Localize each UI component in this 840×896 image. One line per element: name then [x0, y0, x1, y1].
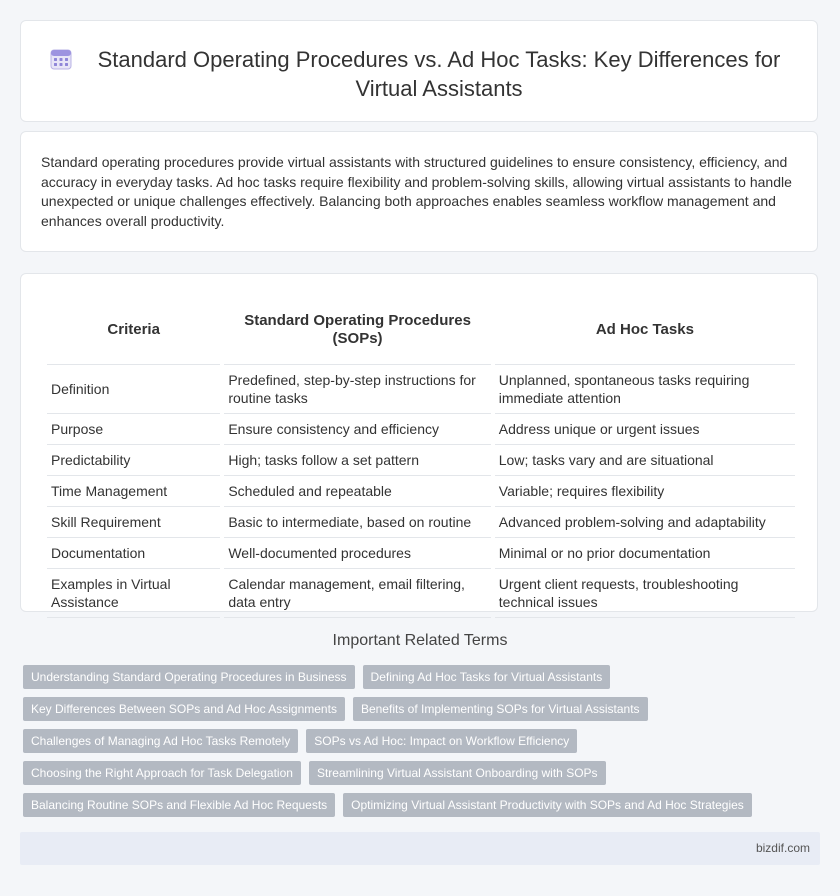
related-term-link[interactable]: Defining Ad Hoc Tasks for Virtual Assistants: [363, 665, 611, 689]
comparison-table: [43, 296, 799, 618]
table-row: [47, 569, 795, 618]
related-term-link[interactable]: SOPs vs Ad Hoc: Impact on Workflow Efficiency: [306, 729, 577, 753]
cell-criteria: Documentation: [47, 538, 220, 569]
footer: [20, 832, 820, 865]
cell-adhoc: Minimal or no prior documentation: [495, 538, 795, 569]
cell-adhoc: Advanced problem-solving and adaptability: [495, 507, 795, 538]
cell-sops: Well-documented procedures: [224, 538, 490, 569]
related-term-link[interactable]: Streamlining Virtual Assistant Onboarding with SOPs: [309, 761, 606, 785]
cell-adhoc: Urgent client requests, troubleshooting technical issues: [495, 569, 795, 618]
cell-criteria: Time Management: [47, 476, 220, 507]
header-adhoc: Ad Hoc Tasks: [495, 296, 795, 365]
cell-criteria: Definition: [47, 365, 220, 414]
related-term-link[interactable]: Challenges of Managing Ad Hoc Tasks Remotely: [23, 729, 298, 753]
related-term-link[interactable]: Benefits of Implementing SOPs for Virtual Assistants: [353, 697, 648, 721]
table-row: [47, 476, 795, 507]
cell-sops: Calendar management, email filtering, data entry: [224, 569, 490, 618]
cell-criteria: Predictability: [47, 445, 220, 476]
table-row: [47, 414, 795, 445]
cell-sops: Basic to intermediate, based on routine: [224, 507, 490, 538]
footer-site-link[interactable]: bizdif.com: [755, 841, 810, 855]
table-row: [47, 365, 795, 414]
table-row: [47, 507, 795, 538]
table-header-row: [47, 296, 795, 365]
related-term-link[interactable]: Key Differences Between SOPs and Ad Hoc Assignments: [23, 697, 345, 721]
cell-criteria: Purpose: [47, 414, 220, 445]
cell-criteria: Skill Requirement: [47, 507, 220, 538]
cell-adhoc: Variable; requires flexibility: [495, 476, 795, 507]
related-term-link[interactable]: Understanding Standard Operating Procedures in Business: [23, 665, 355, 689]
cell-adhoc: Low; tasks vary and are situational: [495, 445, 795, 476]
related-term-link[interactable]: Balancing Routine SOPs and Flexible Ad Hoc Requests: [23, 793, 335, 817]
related-terms-title: Important Related Terms: [332, 632, 508, 649]
cell-sops: Predefined, step-by-step instructions for routine tasks: [224, 365, 490, 414]
table-row: [47, 445, 795, 476]
cell-adhoc: Unplanned, spontaneous tasks requiring immediate attention: [495, 365, 795, 414]
cell-sops: Scheduled and repeatable: [224, 476, 490, 507]
cell-adhoc: Address unique or urgent issues: [495, 414, 795, 445]
comparison-card: [20, 273, 818, 612]
related-terms-list: [23, 665, 823, 825]
header-criteria: Criteria: [47, 296, 220, 365]
table-row: [47, 538, 795, 569]
cell-sops: Ensure consistency and efficiency: [224, 414, 490, 445]
related-term-link[interactable]: Optimizing Virtual Assistant Productivity with SOPs and Ad Hoc Strategies: [343, 793, 752, 817]
header-sops: Standard Operating Procedures (SOPs): [224, 296, 490, 365]
intro-card: [20, 131, 818, 252]
cell-sops: High; tasks follow a set pattern: [224, 445, 490, 476]
title-card: [20, 20, 818, 122]
intro-paragraph: Standard operating procedures provide virtual assistants with structured guidelines to ensure consistency, efficiency, and accuracy in everyday tasks. Ad hoc tasks require flexibility and problem-solving skills, allowing virtual assistants to handle unexpected or unique challenges effectively. Balancing both approaches enables seamless workflow management and enhances overall productivity.: [41, 154, 792, 229]
related-term-link[interactable]: Choosing the Right Approach for Task Delegation: [23, 761, 301, 785]
page-title: Standard Operating Procedures vs. Ad Hoc Tasks: Key Differences for Virtual Assistants: [97, 47, 781, 101]
cell-criteria: Examples in Virtual Assistance: [47, 569, 220, 618]
